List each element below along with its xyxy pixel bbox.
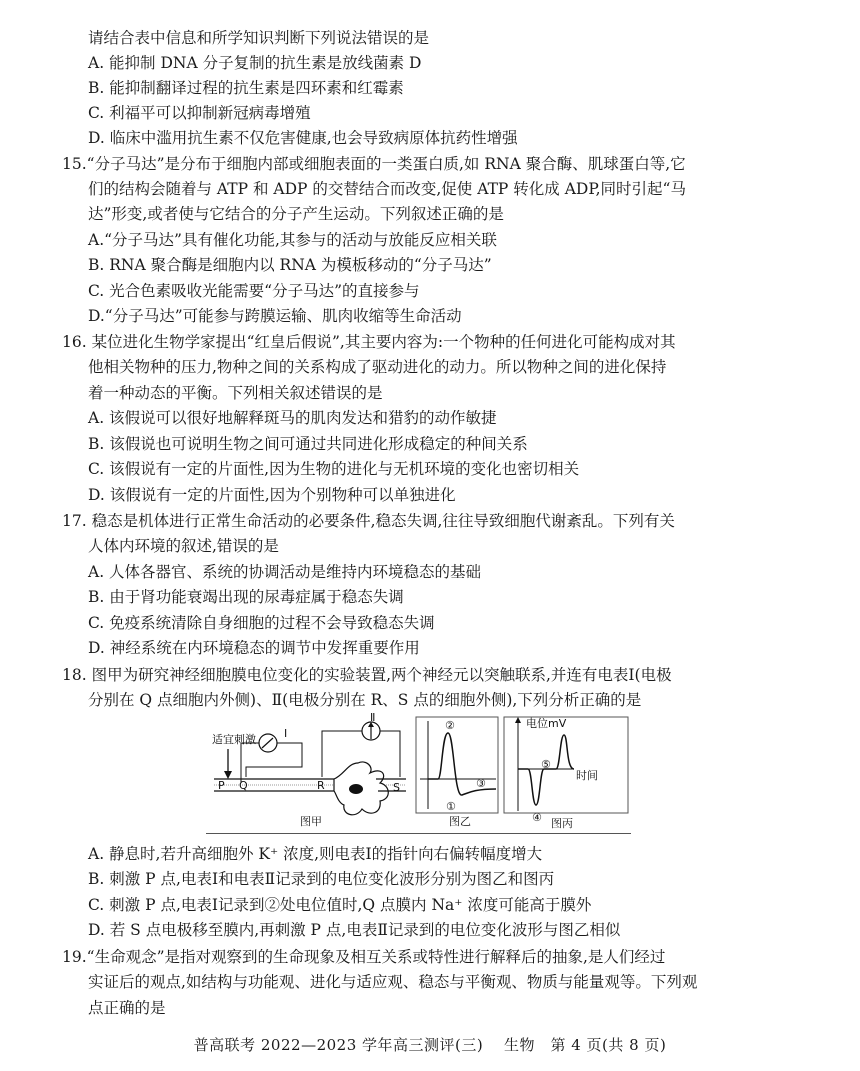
q18-option-d: D. 若 S 点电极移至膜内,再刺激 P 点,电表Ⅱ记录到的电位变化波形与图乙相似 — [88, 921, 621, 939]
q17-stem-line: 17. 稳态是机体进行正常生命活动的必要条件,稳态失调,往往导致细胞代谢紊乱。下列有关 — [62, 512, 675, 530]
point-s: S — [393, 781, 400, 794]
q16-stem-line: 16. 某位进化生物学家提出“红皇后假说”,其主要内容为:一个物种的任何进化可能构成对其 — [62, 333, 676, 351]
q19-stem-line: 点正确的是 — [88, 999, 166, 1017]
figure-b — [416, 717, 498, 828]
caption-b: 图乙 — [449, 815, 471, 828]
figure-c — [504, 716, 628, 830]
q15-option-a: A.“分子马达”具有催化功能,其参与的活动与放能反应相关联 — [88, 231, 497, 249]
question-lead: 请结合表中信息和所学知识判断下列说法错误的是 — [88, 29, 430, 47]
nucleus — [349, 784, 363, 794]
q15-option-b: B. RNA 聚合酶是细胞内以 RNA 为模板移动的“分子马达” — [88, 256, 492, 274]
option-d: D. 临床中滥用抗生素不仅危害健康,也会导致病原体抗药性增强 — [88, 129, 518, 147]
q18-stem-line: 分别在 Q 点细胞内外侧)、Ⅱ(电极分别在 R、S 点的细胞外侧),下列分析正确的是 — [88, 691, 642, 709]
mark-2: ② — [445, 719, 455, 732]
mark-3: ③ — [476, 777, 486, 790]
q16-option-d: D. 该假说有一定的片面性,因为个别物种可以单独进化 — [88, 486, 456, 504]
q18-stem-line: 18. 图甲为研究神经细胞膜电位变化的实验装置,两个神经元以突触联系,并连有电表Ⅰ(电极 — [62, 666, 672, 684]
q18-option-c: C. 刺激 P 点,电表Ⅰ记录到②处电位值时,Q 点膜内 Na⁺ 浓度可能高于膜外 — [88, 896, 592, 914]
q18-option-b: B. 刺激 P 点,电表Ⅰ和电表Ⅱ记录到的电位变化波形分别为图乙和图丙 — [88, 870, 555, 888]
stimulus-label: 适宜刺激 — [212, 733, 256, 746]
option-a: A. 能抑制 DNA 分子复制的抗生素是放线菌素 D — [88, 54, 422, 72]
page-footer: 普高联考 2022—2023 学年高三测评(三) 生物 第 4 页(共 8 页) — [193, 1036, 667, 1054]
ylabel-c: 电位mV — [526, 717, 567, 730]
point-q: Q — [239, 779, 248, 792]
q19-stem-line: 实证后的观点,如结构与功能观、进化与适应观、稳态与平衡观、物质与能量观等。下列观 — [88, 973, 698, 991]
q16-option-a: A. 该假说可以很好地解释斑马的肌肉发达和猎豹的动作敏捷 — [88, 409, 497, 427]
q17-option-a: A. 人体各器官、系统的协调活动是维持内环境稳态的基础 — [88, 563, 482, 581]
q17-option-b: B. 由于肾功能衰竭出现的尿毒症属于稳态失调 — [88, 588, 404, 606]
q17-option-c: C. 免疫系统清除自身细胞的过程不会导致稳态失调 — [88, 614, 435, 632]
q18-option-a: A. 静息时,若升高细胞外 K⁺ 浓度,则电表Ⅰ的指针向右偏转幅度增大 — [88, 845, 543, 863]
option-c: C. 利福平可以抑制新冠病毒增殖 — [88, 104, 311, 122]
point-r: R — [317, 779, 325, 792]
q17-option-d: D. 神经系统在内环境稳态的调节中发挥重要作用 — [88, 639, 420, 657]
mark-4: ④ — [532, 811, 542, 824]
caption-c: 图丙 — [551, 817, 573, 830]
stimulus-arrowhead — [224, 771, 232, 779]
q15-stem-line: 们的结构会随着与 ATP 和 ADP 的交替结合而改变,促使 ATP 转化成 ADP,同时引起“马 — [88, 180, 686, 198]
q15-stem-line: 达”形变,或者使与它结合的分子产生运动。下列叙述正确的是 — [88, 205, 504, 223]
mark-5: ⑤ — [541, 758, 551, 771]
meter-1-label: Ⅰ — [284, 727, 288, 740]
q15-option-c: C. 光合色素吸收光能需要“分子马达”的直接参与 — [88, 282, 420, 300]
meter-2-label: Ⅱ — [370, 713, 376, 724]
q16-stem-line: 他相关物种的压力,物种之间的关系构成了驱动进化的动力。所以物种之间的进化保持 — [88, 358, 667, 376]
q16-option-b: B. 该假说也可说明生物之间可通过共同进化形成稳定的种间关系 — [88, 435, 528, 453]
figure-drawing — [206, 713, 631, 833]
caption-a: 图甲 — [300, 815, 322, 828]
mark-1: ① — [446, 800, 456, 813]
q16-stem-line: 着一种动态的平衡。下列相关叙述错误的是 — [88, 384, 383, 402]
xlabel-c: 时间 — [576, 769, 598, 782]
q19-stem-line: 19.“生命观念”是指对观察到的生命现象及相互关系或特性进行解释后的抽象,是人们经过 — [62, 948, 666, 966]
q15-stem-line: 15.“分子马达”是分布于细胞内部或细胞表面的一类蛋白质,如 RNA 聚合酶、肌球蛋白等,它 — [62, 155, 686, 173]
q16-option-c: C. 该假说有一定的片面性,因为生物的进化与无机环境的变化也密切相关 — [88, 460, 580, 478]
figure-a — [212, 713, 406, 828]
point-p: P — [218, 779, 225, 792]
option-b: B. 能抑制翻译过程的抗生素是四环素和红霉素 — [88, 79, 404, 97]
q17-stem-line: 人体内环境的叙述,错误的是 — [88, 537, 279, 555]
q15-option-d: D.“分子马达”可能参与跨膜运输、肌肉收缩等生命活动 — [88, 307, 462, 325]
neuron-experiment-figure — [206, 713, 631, 834]
